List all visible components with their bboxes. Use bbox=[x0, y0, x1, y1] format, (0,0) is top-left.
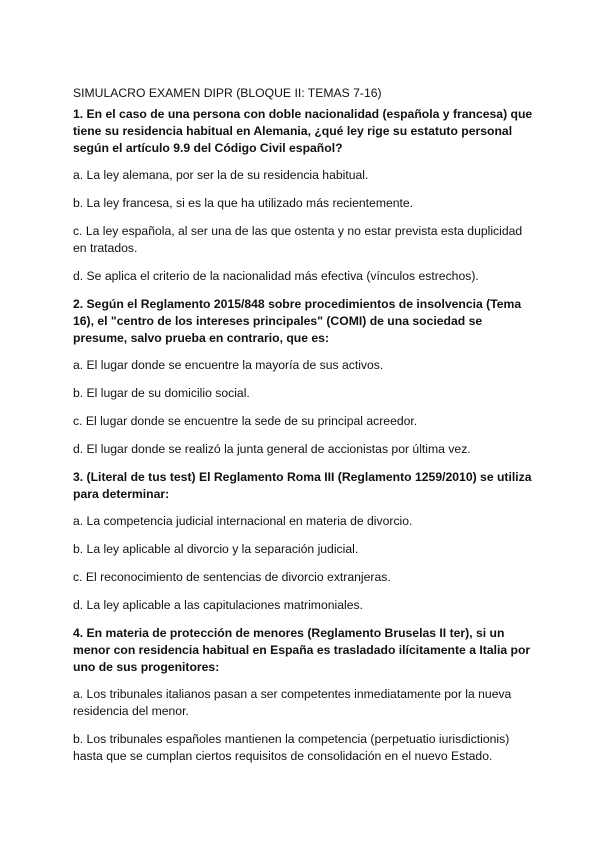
question-text: 3. (Literal de tus test) El Reglamento Roma III (Reglamento 1259/2010) se utiliza para determinar: bbox=[73, 470, 532, 501]
answer-option: b. La ley aplicable al divorcio y la separación judicial. bbox=[73, 542, 359, 556]
answer-option: c. El reconocimiento de sentencias de divorcio extranjeras. bbox=[73, 570, 391, 584]
answer-option: a. La competencia judicial internacional en materia de divorcio. bbox=[73, 514, 413, 528]
question-2 bbox=[73, 296, 533, 458]
answer-option: b. La ley francesa, si es la que ha utilizado más recientemente. bbox=[73, 196, 414, 210]
answer-option: c. La ley española, al ser una de las que ostenta y no estar prevista esta duplicidad en tratados. bbox=[73, 224, 523, 255]
answer-option: a. El lugar donde se encuentre la mayoría de sus activos. bbox=[73, 358, 384, 372]
question-text: 2. Según el Reglamento 2015/848 sobre procedimientos de insolvencia (Tema 16), el "centro de los intereses principales" (COMI) de una sociedad se presume, salvo prueba en contrario, que es: bbox=[73, 297, 522, 345]
question-3 bbox=[73, 469, 533, 614]
answer-option: d. La ley aplicable a las capitulaciones matrimoniales. bbox=[73, 598, 363, 612]
answer-option: a. La ley alemana, por ser la de su residencia habitual. bbox=[73, 168, 369, 182]
exam-title: SIMULACRO EXAMEN DIPR (BLOQUE II: TEMAS 7-16) bbox=[73, 86, 382, 100]
answer-option: b. Los tribunales españoles mantienen la competencia (perpetuatio iurisdictionis) hasta que se cumplan ciertos requisitos de consolidación en el nuevo Estado. bbox=[73, 732, 510, 763]
answer-option: d. El lugar donde se realizó la junta general de accionistas por última vez. bbox=[73, 442, 471, 456]
answer-option: b. El lugar de su domicilio social. bbox=[73, 386, 250, 400]
question-1 bbox=[73, 106, 533, 285]
question-4 bbox=[73, 625, 533, 765]
exam-page bbox=[73, 85, 533, 776]
question-text: 1. En el caso de una persona con doble nacionalidad (española y francesa) que tiene su residencia habitual en Alemania, ¿qué ley rige su estatuto personal según el artículo 9.9 del Código Civil español? bbox=[73, 107, 533, 155]
question-text: 4. En materia de protección de menores (Reglamento Bruselas II ter), si un menor con residencia habitual en España es trasladado ilícitamente a Italia por uno de sus progenitores: bbox=[73, 626, 531, 674]
answer-option: a. Los tribunales italianos pasan a ser competentes inmediatamente por la nueva residencia del menor. bbox=[73, 687, 512, 718]
answer-option: d. Se aplica el criterio de la nacionalidad más efectiva (vínculos estrechos). bbox=[73, 269, 479, 283]
answer-option: c. El lugar donde se encuentre la sede de su principal acreedor. bbox=[73, 414, 418, 428]
